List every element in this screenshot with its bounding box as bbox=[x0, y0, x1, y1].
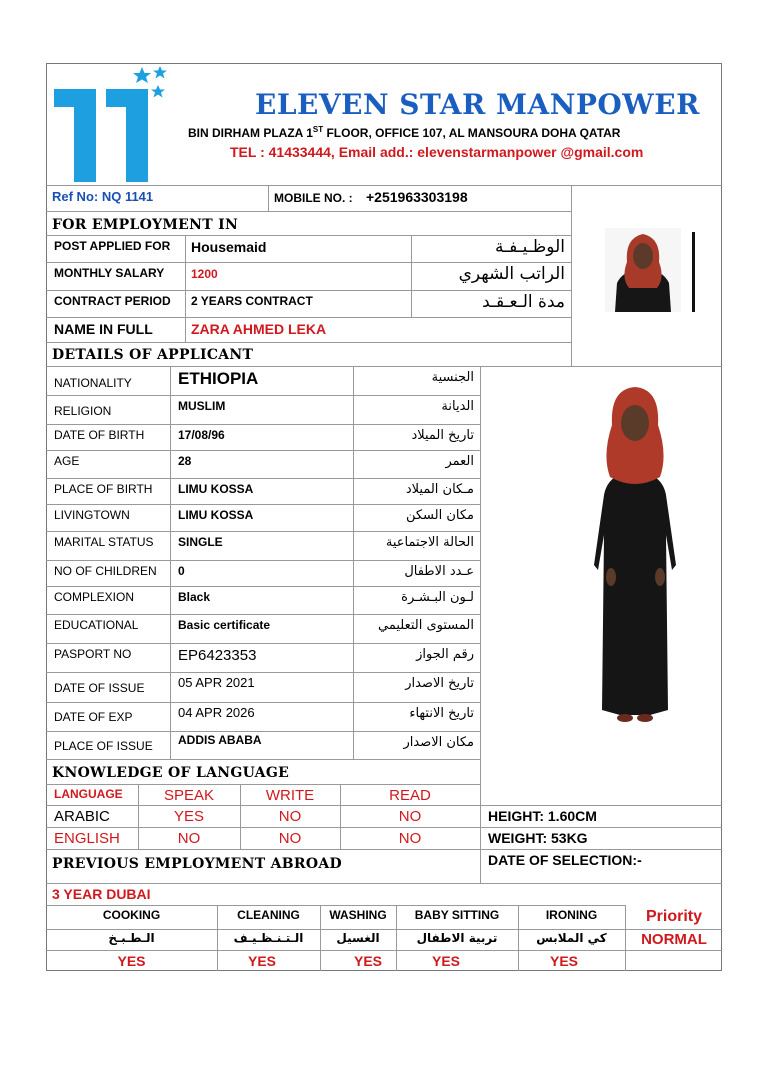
post-label: POST APPLIED FOR bbox=[54, 239, 171, 253]
skill-value: YES bbox=[117, 953, 146, 969]
row-value: ETHIOPIA bbox=[178, 369, 259, 388]
height-value: HEIGHT: 1.60CM bbox=[488, 808, 597, 824]
skill-value: YES bbox=[247, 953, 276, 969]
row-label: LIVINGTOWN bbox=[54, 508, 130, 522]
row-label-ar: الحالة الاجتماعية bbox=[385, 535, 474, 550]
table-row bbox=[46, 731, 481, 760]
row-value: 17/08/96 bbox=[178, 428, 225, 442]
skill-label-ar: الـتـنـظـيـف bbox=[233, 931, 304, 945]
skill-label-ar: كي الملابس bbox=[536, 931, 607, 945]
row-label: DATE OF BIRTH bbox=[54, 428, 145, 442]
skill-value: YES bbox=[431, 953, 460, 969]
contract-label: CONTRACT PERIOD bbox=[54, 294, 171, 308]
row-label: NO OF CHILDREN bbox=[54, 564, 157, 578]
row-value: Black bbox=[178, 590, 211, 604]
row-label-ar: العمر bbox=[445, 454, 474, 469]
table-row bbox=[46, 424, 481, 451]
row-value: ADDIS ABABA bbox=[178, 733, 262, 747]
photo-marker bbox=[692, 232, 695, 312]
priority-label: Priority bbox=[645, 908, 702, 925]
name-value: ZARA AHMED LEKA bbox=[191, 321, 327, 337]
post-label-ar: الوظـيـفـة bbox=[494, 237, 565, 257]
mobile-number: +251963303198 bbox=[366, 189, 468, 205]
skill-label-ar: الغسيل bbox=[336, 931, 380, 945]
row-label-ar: تاريخ الاصدار bbox=[405, 676, 474, 691]
date-of-selection-label: DATE OF SELECTION:- bbox=[488, 852, 642, 868]
language-section-title: KNOWLEDGE OF LANGUAGE bbox=[52, 765, 290, 781]
row-label: MARITAL STATUS bbox=[54, 535, 154, 549]
lang-header-speak: SPEAK bbox=[163, 787, 215, 804]
lang-name: ENGLISH bbox=[54, 830, 120, 847]
row-value: 0 bbox=[178, 564, 185, 578]
row-label-ar: الديانة bbox=[441, 399, 474, 414]
row-value: LIMU KOSSA bbox=[178, 508, 254, 522]
row-label-ar: عـدد الاطفال bbox=[404, 564, 474, 579]
previous-employment-title: PREVIOUS EMPLOYMENT ABROAD bbox=[52, 856, 342, 872]
row-label: PLACE OF BIRTH bbox=[54, 482, 153, 496]
table-row bbox=[46, 366, 481, 396]
skill-label: WASHING bbox=[329, 908, 387, 922]
row-label: AGE bbox=[54, 454, 80, 468]
row-label: COMPLEXION bbox=[54, 590, 135, 604]
applicant-full-body-photo bbox=[580, 385, 690, 730]
lang-read: NO bbox=[398, 808, 422, 825]
table-row bbox=[46, 672, 481, 703]
row-value: Basic certificate bbox=[178, 618, 271, 632]
skill-label: COOKING bbox=[102, 908, 161, 922]
skill-value: YES bbox=[353, 953, 382, 969]
table-row bbox=[46, 504, 481, 532]
salary-label-ar: الراتب الشهري bbox=[458, 264, 565, 284]
table-row bbox=[46, 643, 481, 673]
row-label: RELIGION bbox=[54, 404, 112, 418]
skill-label: BABY SITTING bbox=[414, 908, 500, 922]
weight-value: WEIGHT: 53KG bbox=[488, 830, 588, 846]
lang-header-language: LANGUAGE bbox=[54, 787, 123, 801]
post-value: Housemaid bbox=[191, 239, 267, 255]
row-value: EP6423353 bbox=[178, 647, 257, 664]
row-label-ar: الجنسية bbox=[431, 370, 474, 385]
skill-label: CLEANING bbox=[237, 908, 300, 922]
row-value: 04 APR 2026 bbox=[178, 705, 255, 720]
row-label: DATE OF EXP bbox=[54, 710, 133, 724]
previous-employment-value: 3 YEAR DUBAI bbox=[52, 886, 151, 902]
row-value: 28 bbox=[178, 454, 192, 468]
table-row bbox=[46, 614, 481, 644]
table-row bbox=[46, 478, 481, 505]
priority-value: NORMAL bbox=[641, 931, 707, 948]
row-value: SINGLE bbox=[178, 535, 223, 549]
contract-value: 2 YEARS CONTRACT bbox=[191, 294, 313, 308]
employment-section-title: FOR EMPLOYMENT IN bbox=[52, 217, 239, 233]
row-label-ar: مكان السكن bbox=[405, 508, 474, 523]
details-section-title: DETAILS OF APPLICANT bbox=[52, 347, 254, 363]
row-label-ar: تاريخ الميلاد bbox=[411, 428, 474, 443]
lang-name: ARABIC bbox=[54, 808, 110, 825]
lang-write: NO bbox=[278, 830, 302, 847]
row-label: DATE OF ISSUE bbox=[54, 681, 145, 695]
applicant-portrait-photo bbox=[605, 228, 681, 312]
row-label: PLACE OF ISSUE bbox=[54, 739, 153, 753]
row-value: LIMU KOSSA bbox=[178, 482, 254, 496]
skill-value: YES bbox=[549, 953, 578, 969]
row-label-ar: تاريخ الانتهاء bbox=[409, 706, 474, 721]
skill-label-ar: الـطـبـخ bbox=[108, 931, 155, 945]
skill-label: IRONING bbox=[545, 908, 598, 922]
salary-value: 1200 bbox=[191, 267, 218, 281]
row-label: PASPORT NO bbox=[54, 647, 132, 661]
row-label-ar: مـكان الميلاد bbox=[405, 482, 474, 497]
contract-label-ar: مدة الـعـقـد bbox=[482, 292, 565, 312]
row-label-ar: لـون البـشـرة bbox=[401, 590, 474, 605]
table-row bbox=[46, 450, 481, 479]
lang-header-write: WRITE bbox=[265, 787, 315, 804]
company-address: BIN DIRHAM PLAZA 1ST FLOOR, OFFICE 107, AL MANSOURA DOHA QATAR bbox=[188, 125, 621, 140]
row-label-ar: المستوى التعليمي bbox=[378, 618, 474, 633]
details-table bbox=[46, 366, 481, 760]
skill-label-ar: تربية الاطفال bbox=[416, 931, 498, 945]
lang-write: NO bbox=[278, 808, 302, 825]
company-contact: TEL : 41433444, Email add.: elevenstarmanpower @gmail.com bbox=[230, 144, 644, 160]
row-label: NATIONALITY bbox=[54, 376, 132, 390]
table-row bbox=[46, 702, 481, 732]
table-row bbox=[46, 586, 481, 615]
ref-number: Ref No: NQ 1141 bbox=[52, 189, 154, 204]
row-label-ar: رقم الجواز bbox=[416, 647, 474, 662]
row-label-ar: مكان الاصدار bbox=[403, 735, 474, 750]
table-row bbox=[46, 560, 481, 587]
row-value: MUSLIM bbox=[178, 399, 226, 413]
row-label: EDUCATIONAL bbox=[54, 618, 139, 632]
name-label: NAME IN FULL bbox=[54, 321, 153, 337]
lang-read: NO bbox=[398, 830, 422, 847]
salary-label: MONTHLY SALARY bbox=[54, 266, 165, 280]
company-name: ELEVEN STAR MANPOWER bbox=[255, 88, 700, 121]
lang-speak: YES bbox=[173, 808, 204, 825]
lang-speak: NO bbox=[177, 830, 201, 847]
row-value: 05 APR 2021 bbox=[178, 675, 255, 690]
table-row bbox=[46, 531, 481, 561]
lang-header-read: READ bbox=[389, 787, 431, 804]
table-row bbox=[46, 395, 481, 425]
mobile-label: MOBILE NO. : bbox=[274, 191, 353, 205]
